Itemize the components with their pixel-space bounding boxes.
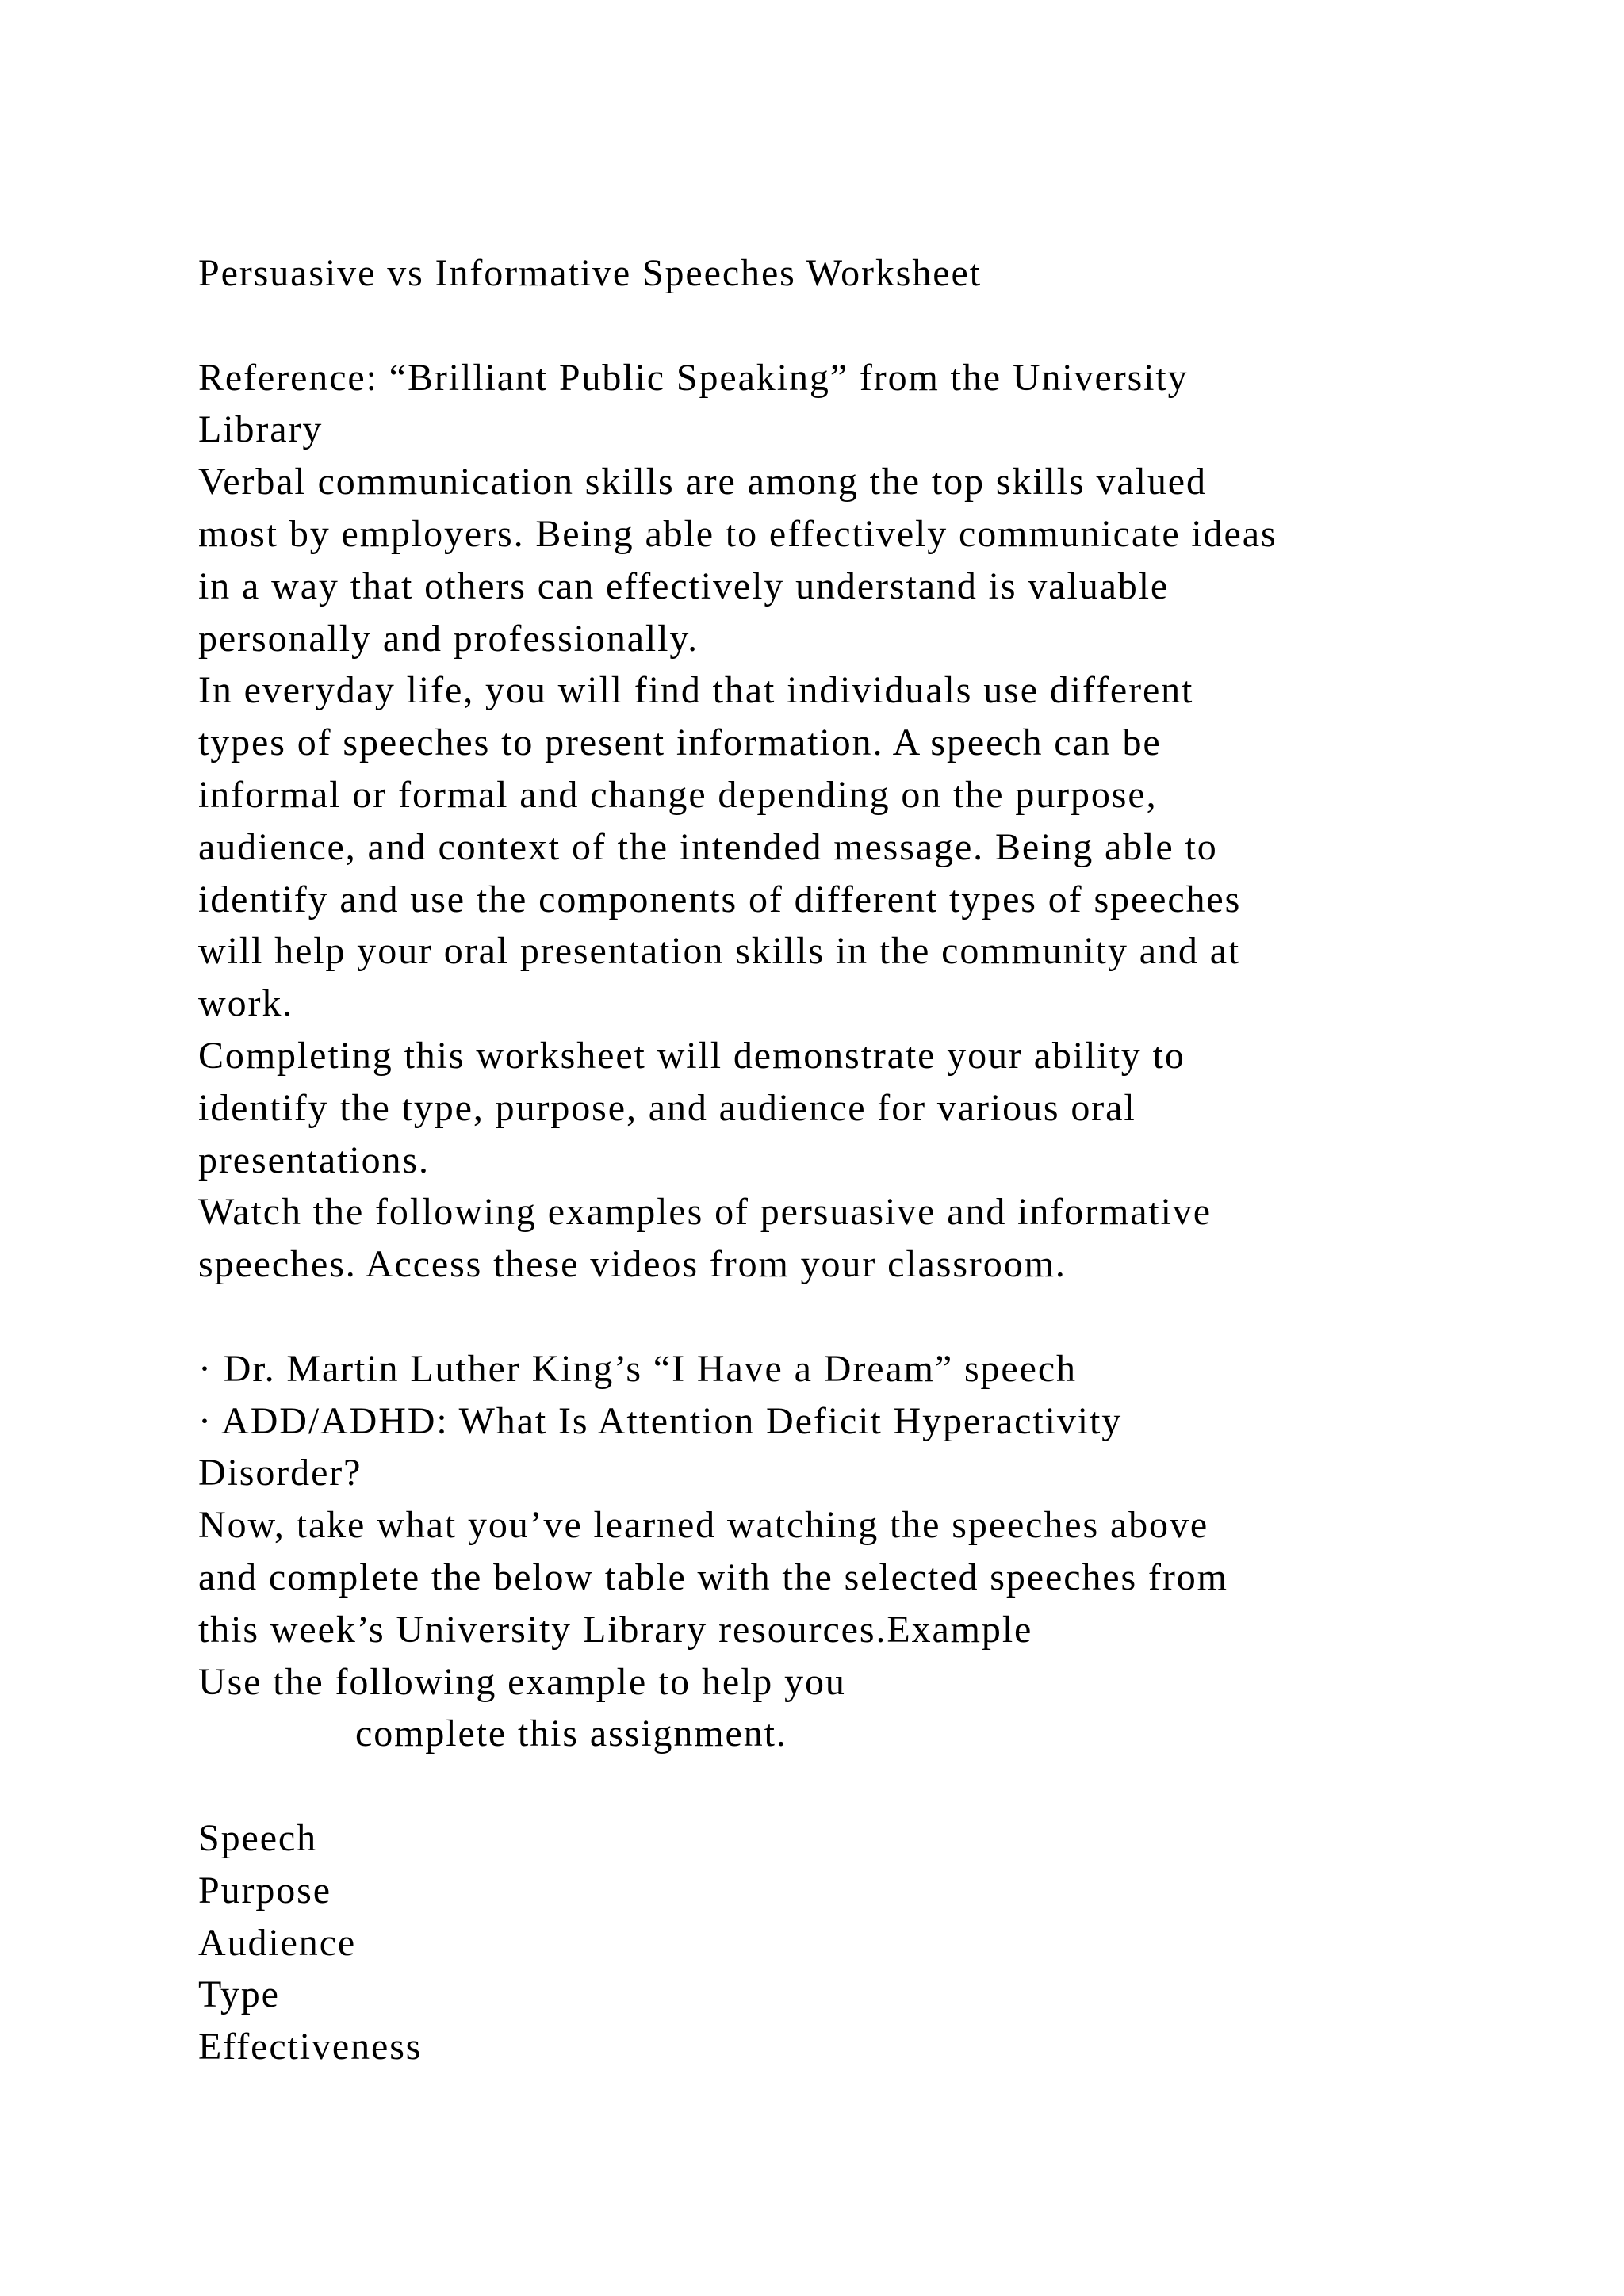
document-title: Persuasive vs Informative Speeches Worksheet [198,252,982,294]
paragraph-line: and complete the below table with the selected speeches from [198,1556,1228,1598]
document-body [198,247,1507,2073]
paragraph-line: most by employers. Being able to effectively communicate ideas [198,512,1277,555]
spacer [198,300,1507,352]
paragraph-line: Verbal communication skills are among the top skills valued [198,461,1207,503]
paragraph-line: presentations. [198,1138,430,1181]
reference-line: Reference: “Brilliant Public Speaking” from the University [198,356,1189,399]
table-header-type: Type [198,1973,280,2016]
bullet-item-continuation: Disorder? [198,1452,362,1494]
bullet-item: · ADD/ADHD: What Is Attention Deficit Hyperactivity [198,1399,1123,1442]
paragraph-line: will help your oral presentation skills in the community and at [198,930,1241,973]
example-instruction-line: complete this assignment. [355,1712,787,1755]
paragraph-line: identify the type, purpose, and audience for various oral [198,1086,1136,1129]
paragraph-line: identify and use the components of different types of speeches [198,878,1242,920]
reference-line: Library [198,408,324,451]
paragraph-line: this week’s University Library resources.Example [198,1608,1033,1651]
table-header-purpose: Purpose [198,1869,331,1911]
spacer [198,1291,1507,1343]
paragraph-line: types of speeches to present information. A speech can be [198,721,1162,764]
table-header-audience: Audience [198,1921,357,1964]
table-header-speech: Speech [198,1816,318,1859]
table-header-effectiveness: Effectiveness [198,2026,423,2068]
paragraph-line: Now, take what you’ve learned watching the speeches above [198,1504,1209,1547]
paragraph-line: informal or formal and change depending on the purpose, [198,773,1158,816]
bullet-item: · Dr. Martin Luther King’s “I Have a Dream” speech [198,1347,1077,1390]
paragraph-line: audience, and context of the intended message. Being able to [198,825,1218,868]
paragraph-line: speeches. Access these videos from your classroom. [198,1243,1067,1286]
paragraph-line: personally and professionally. [198,617,699,660]
paragraph-line: in a way that others can effectively understand is valuable [198,564,1170,607]
paragraph-line: In everyday life, you will find that individuals use different [198,669,1194,712]
example-instruction-line: Use the following example to help you [198,1660,846,1703]
paragraph-line: Watch the following examples of persuasive and informative [198,1191,1212,1234]
paragraph-line: work. [198,982,294,1025]
spacer [198,1760,1507,1812]
paragraph-line: Completing this worksheet will demonstrate your ability to [198,1034,1185,1077]
